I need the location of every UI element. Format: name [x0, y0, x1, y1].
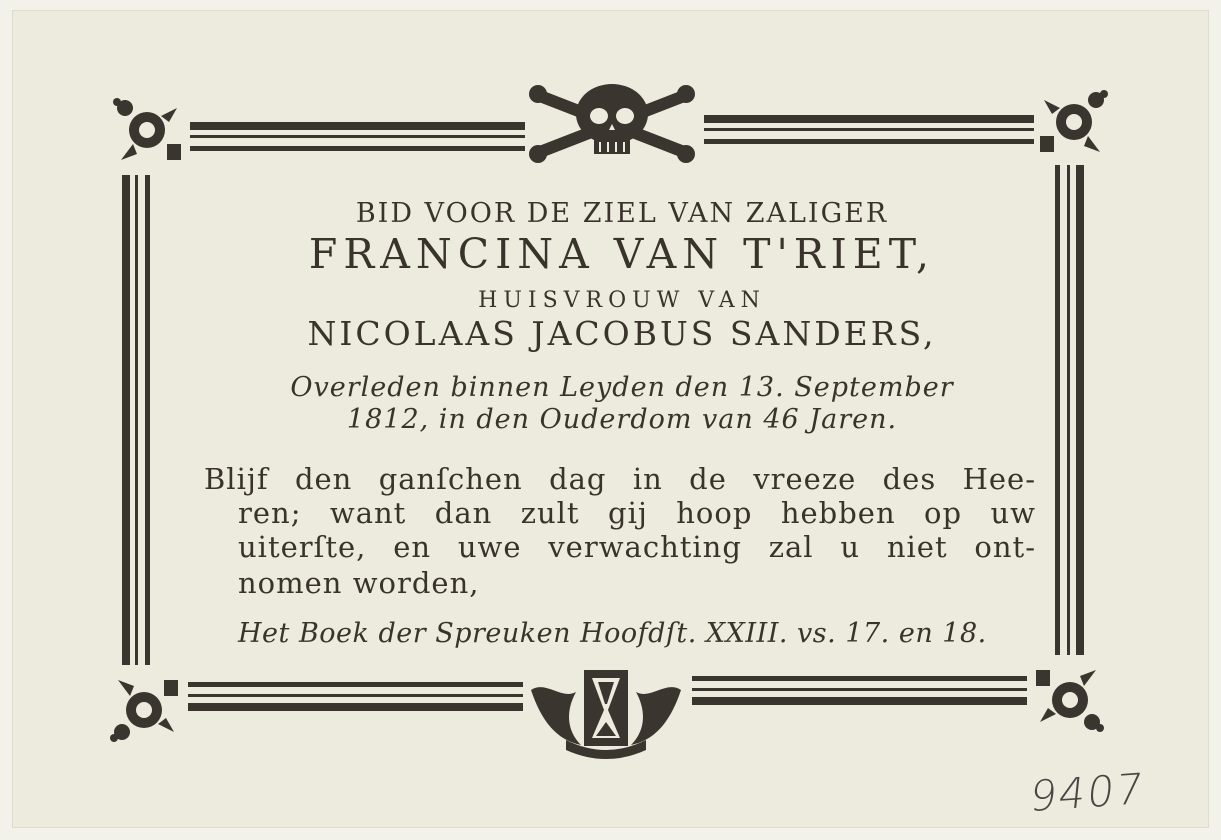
inventory-number: 9407 — [1027, 763, 1148, 822]
fleur-corner-ornament-icon — [113, 98, 181, 160]
deceased-name: FRANCINA VAN T'RIET, — [308, 230, 936, 278]
top-border-left — [190, 122, 525, 151]
hourglass-icon — [531, 670, 681, 759]
verse-line-1: Blijf den ganſchen dag in de vreeze des Hee- — [204, 462, 1036, 496]
prayer-heading: BID VOOR DE ZIEL VAN ZALIGER — [355, 198, 889, 229]
fleur-corner-ornament-icon — [110, 680, 178, 742]
verse-line-2: ren; want dan zult gij hoop hebben op uw — [238, 496, 1036, 530]
verse-citation: Het Boek der Spreuken Hoofdſt. XXIII. vs. 17. en 18. — [238, 618, 987, 649]
left-border — [122, 175, 150, 665]
spouse-name: NICOLAAS JACOBUS SANDERS, — [307, 314, 937, 353]
skull-crossbones-icon — [529, 84, 695, 163]
spouse-label: HUISVROUW VAN — [478, 288, 766, 313]
death-place-date: Overleden binnen Leyden den 13. September — [290, 372, 954, 403]
bottom-border-right — [692, 676, 1027, 705]
verse-line-3: uiterſte, en uwe verwachting zal u niet ont- — [238, 530, 1036, 564]
memorial-card — [12, 10, 1209, 828]
fleur-corner-ornament-icon — [1040, 90, 1108, 152]
top-border-right — [704, 115, 1034, 144]
fleur-corner-ornament-icon — [1036, 670, 1104, 732]
bottom-border-left — [188, 682, 523, 711]
death-year-age: 1812, in den Ouderdom van 46 Jaren. — [346, 404, 898, 435]
verse-line-4: nomen worden, — [238, 566, 480, 600]
